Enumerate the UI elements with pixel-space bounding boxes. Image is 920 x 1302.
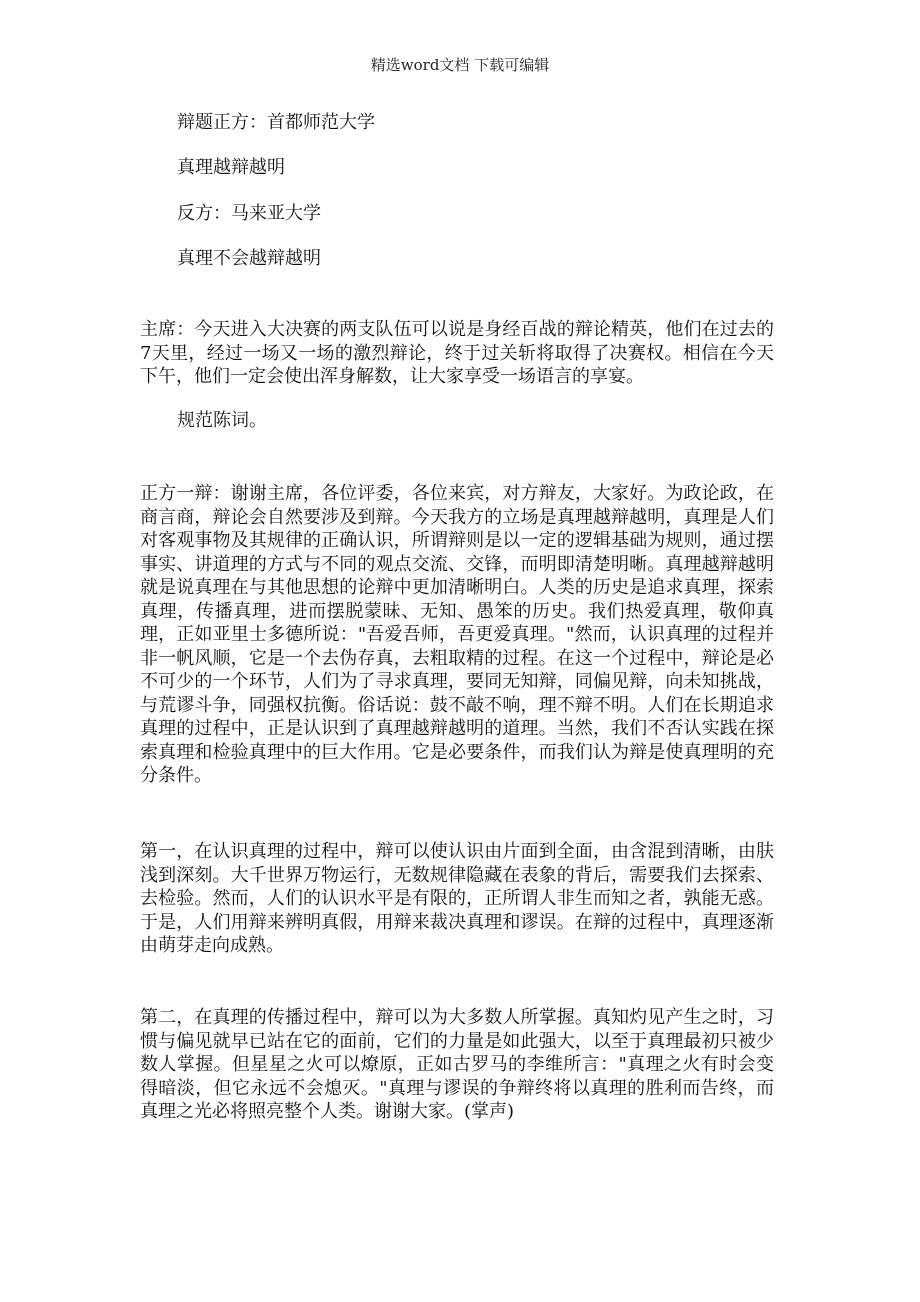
page-header: 精选word文档 下载可编辑 (370, 56, 550, 74)
affirmative-position: 真理越辩越明 (177, 157, 285, 178)
chair-introduction: 主席：今天进入大决赛的两支队伍可以说是身经百战的辩论精英，他们在过去的7天里，经过一场又一场的激烈辩论，终于过关斩将取得了决赛权。相信在今天下午，他们一定会使出浑身解数，让大家享受一场语言的享宴。 (140, 319, 774, 387)
paragraph-point-one: 第一，在认识真理的过程中，辩可以使认识由片面到全面，由含混到清晰，由肤浅到深刻。大千世界万物运行，无数规律隐藏在表象的背后，需要我们去探索、去检验。然而，人们的认识水平是有限的，正所谓人非生而知之者，孰能无惑。于是，人们用辩来辨明真假，用辩来裁决真理和谬误。在辩的过程中，真理逐渐由萌芽走向成熟。 (140, 841, 774, 956)
paragraph-first-speaker: 正方一辩：谢谢主席，各位评委，各位来宾，对方辩友，大家好。为政论政，在商言商，辩论会自然要涉及到辩。今天我方的立场是真理越辩越明，真理是人们对客观事物及其规律的正确认识，所谓辩则是以一定的逻辑基础为规则，通过摆事实、讲道理的方式与不同的观点交流、交锋，而明即清楚明晰。真理越辩越明就是说真理在与其他思想的论辩中更加清晰明白。人类的历史是追求真理，探索真理，传播真理，进而摆脱蒙昧、无知、愚笨的历史。我们热爱真理，敬仰真理，正如亚里士多德所说："吾爱吾师，吾更爱真理。"然而，认识真理的过程并非一帆风顺，它是一个去伪存真，去粗取精的过程。在这一个过程中，辩论是必不可少的一个环节，人们为了寻求真理，要同无知辩，同偏见辩，向未知挑战，与荒谬斗争，同强权抗衡。俗话说：鼓不敲不响，理不辩不明。人们在长期追求真理的过程中，正是认识到了真理越辩越明的道理。当然，我们不否认实践在探索真理和检验真理中的巨大作用。它是必要条件，而我们认为辩是使真理明的充分条件。 (140, 483, 774, 786)
affirmative-team-label: 辩题正方：首都师范大学 (177, 112, 375, 133)
section-title: 规范陈词。 (177, 410, 267, 431)
negative-team-label: 反方：马来亚大学 (177, 203, 321, 224)
paragraph-point-two: 第二，在真理的传播过程中，辩可以为大多数人所掌握。真知灼见产生之时，习惯与偏见就早已站在它的面前，它们的力量是如此强大，以至于真理最初只被少数人掌握。但星星之火可以燎原，正如古罗马的李维所言："真理之火有时会变得暗淡，但它永远不会熄灭。"真理与谬误的争辩终将以真理的胜利而告终，而真理之光必将照亮整个人类。谢谢大家。(掌声) (140, 1007, 774, 1122)
negative-position: 真理不会越辩越明 (177, 248, 321, 269)
